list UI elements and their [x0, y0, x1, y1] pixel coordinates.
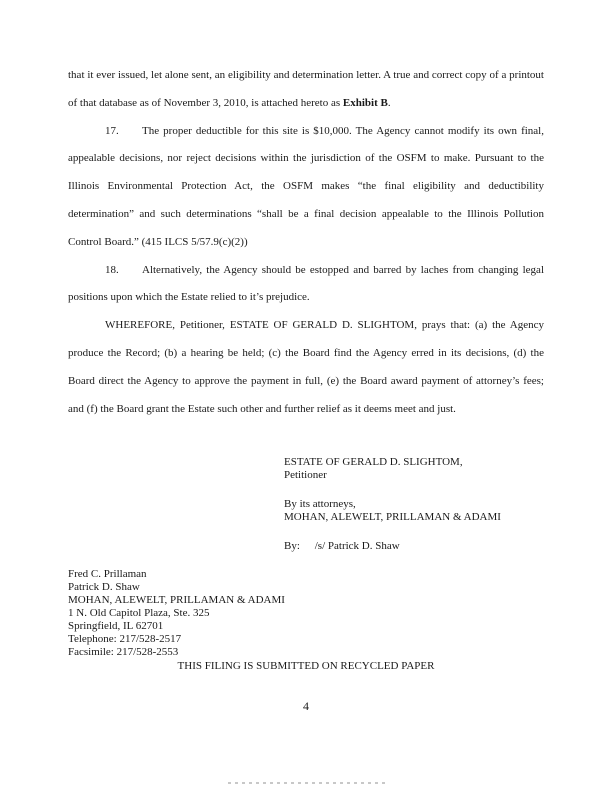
electronic-signature: /s/ Patrick D. Shaw	[314, 540, 400, 552]
wherefore-clause: WHEREFORE, Petitioner, ESTATE OF GERALD D. SLIGHTOM, prays that: (a) the Agency produce the Record; (b) a hearing be held; (c) the Board find the Agency erred in its decisions, (d) the Board direct the Agency to approve the payment in full, (e) the Board award payment of attorney’s fees; and (f) the Board grant the Estate such other and further relief as it deems meet and just.	[68, 319, 544, 415]
counsel-line: 1 N. Old Capitol Plaza, Ste. 325	[68, 607, 210, 619]
counsel-line: MOHAN, ALEWELT, PRILLAMAN & ADAMI	[68, 594, 285, 606]
paragraph-text: Alternatively, the Agency should be estopped and barred by laches from changing legal positions upon which the Estate relied to it’s prejudice.	[68, 263, 544, 304]
counsel-line: Facsimile: 217/528-2553	[68, 646, 179, 658]
paragraph-18	[68, 257, 544, 313]
counsel-line: Springfield, IL 62701	[68, 620, 164, 632]
recycled-paper-notice: THIS FILING IS SUBMITTED ON RECYCLED PAPER	[177, 660, 435, 672]
counsel-line: Patrick D. Shaw	[68, 581, 140, 593]
signature-line	[284, 540, 501, 553]
footer-scan-artifact	[228, 782, 388, 784]
counsel-block	[68, 568, 285, 659]
paragraph-17	[68, 118, 544, 257]
paragraph-text: The proper deductible for this site is $10,000. The Agency cannot modify its own final, appealable decisions, nor reject decisions within the jurisdiction of the OSFM to make. Pursuant to the Illinois Environmental Protection Act, the OSFM makes “the final eligibility and deductibility determination” and such determinations “shall be a final decision appealable to the Illinois Pollution Control Board.” (415 ILCS 5/57.9(c)(2))	[68, 124, 544, 248]
continuation-paragraph: that it ever issued, let alone sent, an eligibility and determination letter. A true and correct copy of a printout of that database as of November 3, 2010, is attached hereto as Exhibit B.	[68, 69, 544, 109]
signature-block	[284, 456, 501, 553]
by-attorneys-line: By its attorneys,	[284, 498, 356, 510]
by-label: By:	[284, 540, 300, 552]
body-text	[68, 62, 544, 423]
paragraph-number: 18.	[105, 263, 119, 276]
exhibit-reference: Exhibit B	[342, 96, 388, 109]
paragraph-number: 17.	[105, 124, 119, 137]
petitioner-role: Petitioner	[284, 469, 327, 481]
law-firm-name: MOHAN, ALEWELT, PRILLAMAN & ADAMI	[284, 511, 501, 523]
page-number: 4	[303, 699, 309, 713]
counsel-line: Telephone: 217/528-2517	[68, 633, 182, 645]
counsel-line: Fred C. Prillaman	[68, 568, 147, 580]
petitioner-name: ESTATE OF GERALD D. SLIGHTOM,	[284, 456, 463, 468]
